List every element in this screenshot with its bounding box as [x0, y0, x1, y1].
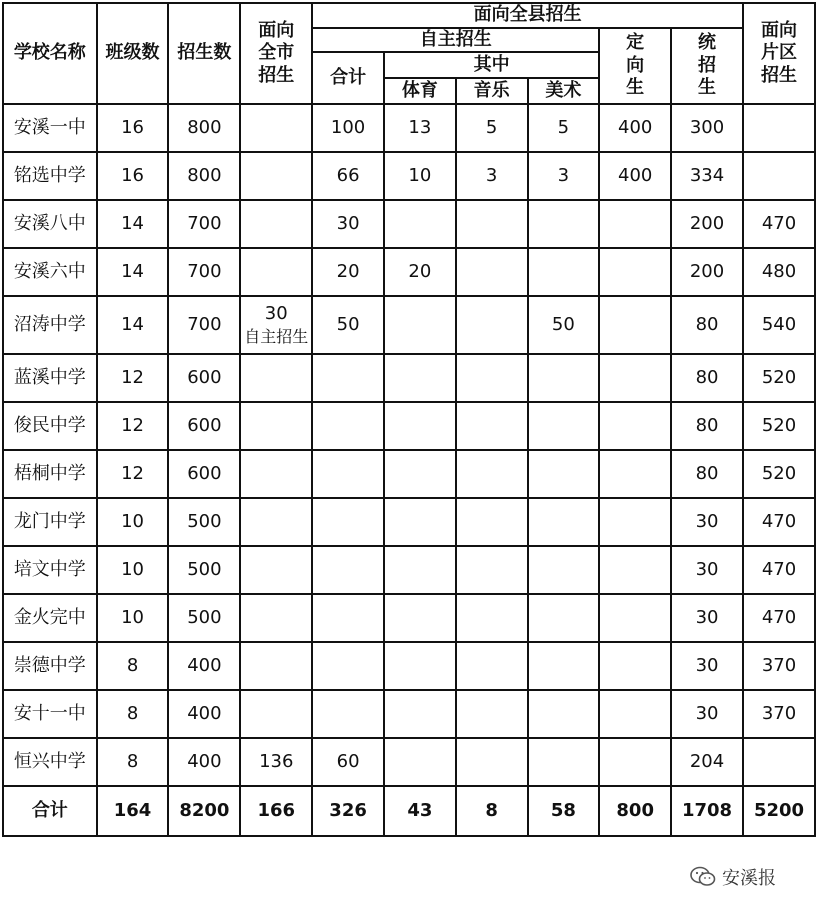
school-name-cell: 沼涛中学	[3, 296, 97, 354]
cell-music	[456, 498, 528, 546]
school-name-cell: 安溪六中	[3, 248, 97, 296]
cell-music	[456, 200, 528, 248]
table-row	[3, 498, 815, 546]
cell-auto-total	[312, 354, 384, 402]
school-name-cell: 俊民中学	[3, 402, 97, 450]
cell-district	[743, 104, 815, 152]
cell-music	[456, 642, 528, 690]
table-row	[3, 200, 815, 248]
cell-district	[743, 738, 815, 786]
cell-classes: 8	[97, 738, 169, 786]
cell-directional	[599, 546, 671, 594]
cell-auto-total	[312, 594, 384, 642]
cell-enroll: 500	[168, 546, 240, 594]
watermark	[690, 864, 776, 890]
cell-enroll: 500	[168, 594, 240, 642]
cell-classes: 16	[97, 152, 169, 200]
cell-enroll: 600	[168, 402, 240, 450]
cell-auto-total	[312, 546, 384, 594]
table-row	[3, 104, 815, 152]
cell-district: 520	[743, 450, 815, 498]
table-row	[3, 690, 815, 738]
cell-district: 520	[743, 402, 815, 450]
cell-art	[528, 690, 600, 738]
header-city-wide: 面向 全市 招生	[240, 3, 312, 104]
cell-city	[240, 450, 312, 498]
table-row	[3, 738, 815, 786]
school-name-cell: 安溪八中	[3, 200, 97, 248]
table-row	[3, 642, 815, 690]
cell-city	[240, 296, 312, 354]
cell-city	[240, 738, 312, 786]
header-sports: 体育	[384, 78, 456, 104]
table-row	[3, 248, 815, 296]
cell-directional	[599, 248, 671, 296]
table-row	[3, 152, 815, 200]
totals-row	[3, 786, 815, 836]
wechat-icon	[690, 866, 716, 888]
cell-unified: 200	[671, 200, 743, 248]
total-city: 166	[240, 786, 312, 836]
table-row	[3, 296, 815, 354]
cell-art	[528, 248, 600, 296]
city-value: 136	[259, 750, 294, 772]
cell-classes: 8	[97, 690, 169, 738]
cell-directional	[599, 690, 671, 738]
cell-sports	[384, 354, 456, 402]
table-row	[3, 450, 815, 498]
city-value: 30	[264, 302, 288, 324]
cell-sports	[384, 594, 456, 642]
cell-classes: 8	[97, 642, 169, 690]
cell-sports	[384, 642, 456, 690]
school-name-cell: 崇德中学	[3, 642, 97, 690]
cell-classes: 16	[97, 104, 169, 152]
cell-art	[528, 642, 600, 690]
cell-music: 5	[456, 104, 528, 152]
cell-classes: 12	[97, 402, 169, 450]
cell-unified: 30	[671, 498, 743, 546]
cell-directional	[599, 738, 671, 786]
cell-city	[240, 200, 312, 248]
cell-unified: 204	[671, 738, 743, 786]
total-directional: 800	[599, 786, 671, 836]
cell-unified: 30	[671, 642, 743, 690]
school-name-cell: 铭选中学	[3, 152, 97, 200]
cell-unified: 30	[671, 594, 743, 642]
cell-enroll: 800	[168, 152, 240, 200]
cell-music	[456, 450, 528, 498]
cell-unified: 80	[671, 402, 743, 450]
school-name-cell: 梧桐中学	[3, 450, 97, 498]
cell-music	[456, 594, 528, 642]
cell-city	[240, 354, 312, 402]
cell-city	[240, 642, 312, 690]
total-enroll: 8200	[168, 786, 240, 836]
cell-district: 470	[743, 546, 815, 594]
header-art: 美术	[528, 78, 600, 104]
cell-music	[456, 690, 528, 738]
cell-music	[456, 402, 528, 450]
table-row	[3, 546, 815, 594]
total-district: 5200	[743, 786, 815, 836]
cell-enroll: 800	[168, 104, 240, 152]
cell-directional	[599, 642, 671, 690]
school-name-cell: 龙门中学	[3, 498, 97, 546]
cell-directional	[599, 450, 671, 498]
cell-enroll: 700	[168, 200, 240, 248]
cell-sports	[384, 690, 456, 738]
cell-classes: 14	[97, 200, 169, 248]
cell-auto-total	[312, 642, 384, 690]
cell-art	[528, 738, 600, 786]
header-school-name: 学校名称	[3, 3, 97, 104]
cell-art	[528, 200, 600, 248]
cell-unified: 300	[671, 104, 743, 152]
cell-unified: 200	[671, 248, 743, 296]
cell-enroll: 600	[168, 354, 240, 402]
cell-sports	[384, 546, 456, 594]
cell-classes: 10	[97, 594, 169, 642]
cell-district: 540	[743, 296, 815, 354]
cell-auto-total: 20	[312, 248, 384, 296]
header-among: 其中	[384, 52, 599, 78]
cell-art	[528, 594, 600, 642]
header-district: 面向 片区 招生	[743, 3, 815, 104]
cell-enroll: 600	[168, 450, 240, 498]
cell-art: 5	[528, 104, 600, 152]
cell-city	[240, 546, 312, 594]
cell-directional	[599, 498, 671, 546]
school-name-cell: 恒兴中学	[3, 738, 97, 786]
cell-classes: 12	[97, 354, 169, 402]
cell-enroll: 700	[168, 248, 240, 296]
cell-sports: 20	[384, 248, 456, 296]
cell-city	[240, 594, 312, 642]
cell-district: 480	[743, 248, 815, 296]
cell-auto-total: 66	[312, 152, 384, 200]
cell-enroll: 500	[168, 498, 240, 546]
total-unified: 1708	[671, 786, 743, 836]
table-row	[3, 402, 815, 450]
cell-art	[528, 354, 600, 402]
total-music: 8	[456, 786, 528, 836]
school-name-cell: 安十一中	[3, 690, 97, 738]
cell-sports	[384, 498, 456, 546]
table-body	[3, 104, 815, 836]
cell-auto-total: 100	[312, 104, 384, 152]
cell-district: 520	[743, 354, 815, 402]
total-art: 58	[528, 786, 600, 836]
cell-district: 370	[743, 642, 815, 690]
header-music: 音乐	[456, 78, 528, 104]
cell-city	[240, 402, 312, 450]
cell-directional	[599, 200, 671, 248]
cell-auto-total: 60	[312, 738, 384, 786]
school-name-cell: 金火完中	[3, 594, 97, 642]
cell-classes: 14	[97, 248, 169, 296]
header-autonomous: 自主招生	[312, 28, 599, 53]
cell-enroll: 400	[168, 690, 240, 738]
cell-sports: 10	[384, 152, 456, 200]
cell-district: 470	[743, 498, 815, 546]
school-name-cell: 安溪一中	[3, 104, 97, 152]
cell-directional	[599, 402, 671, 450]
cell-enroll: 400	[168, 642, 240, 690]
cell-music: 3	[456, 152, 528, 200]
cell-city	[240, 104, 312, 152]
cell-sports	[384, 402, 456, 450]
cell-auto-total	[312, 690, 384, 738]
table-row	[3, 354, 815, 402]
cell-district	[743, 152, 815, 200]
cell-city	[240, 498, 312, 546]
cell-classes: 14	[97, 296, 169, 354]
cell-unified: 30	[671, 690, 743, 738]
enrollment-table	[2, 2, 816, 837]
cell-music	[456, 354, 528, 402]
cell-unified: 30	[671, 546, 743, 594]
cell-directional	[599, 354, 671, 402]
header-auto-total: 合计	[312, 52, 384, 104]
table-row	[3, 594, 815, 642]
cell-enroll: 400	[168, 738, 240, 786]
cell-enroll: 700	[168, 296, 240, 354]
cell-directional: 400	[599, 152, 671, 200]
header-class-count: 班级数	[97, 3, 169, 104]
cell-auto-total	[312, 450, 384, 498]
cell-sports	[384, 296, 456, 354]
cell-unified: 334	[671, 152, 743, 200]
school-name-cell: 蓝溪中学	[3, 354, 97, 402]
total-sports: 43	[384, 786, 456, 836]
cell-art	[528, 402, 600, 450]
header-unified: 统 招 生	[671, 28, 743, 105]
cell-district: 470	[743, 200, 815, 248]
cell-directional	[599, 594, 671, 642]
cell-music	[456, 546, 528, 594]
cell-city	[240, 248, 312, 296]
city-note: 自主招生	[244, 327, 309, 347]
cell-city	[240, 690, 312, 738]
cell-sports: 13	[384, 104, 456, 152]
header-county-wide: 面向全县招生	[312, 3, 743, 28]
cell-music	[456, 296, 528, 354]
cell-art: 50	[528, 296, 600, 354]
school-name-cell: 培文中学	[3, 546, 97, 594]
cell-art	[528, 498, 600, 546]
cell-district: 370	[743, 690, 815, 738]
cell-directional: 400	[599, 104, 671, 152]
cell-music	[456, 738, 528, 786]
cell-unified: 80	[671, 296, 743, 354]
cell-city	[240, 152, 312, 200]
cell-auto-total	[312, 498, 384, 546]
header-directional: 定 向 生	[599, 28, 671, 105]
cell-classes: 10	[97, 546, 169, 594]
cell-art: 3	[528, 152, 600, 200]
cell-art	[528, 546, 600, 594]
total-name: 合计	[3, 786, 97, 836]
cell-classes: 12	[97, 450, 169, 498]
cell-music	[456, 248, 528, 296]
cell-auto-total: 30	[312, 200, 384, 248]
cell-sports	[384, 200, 456, 248]
cell-unified: 80	[671, 354, 743, 402]
cell-art	[528, 450, 600, 498]
cell-directional	[599, 296, 671, 354]
cell-classes: 10	[97, 498, 169, 546]
cell-unified: 80	[671, 450, 743, 498]
cell-auto-total: 50	[312, 296, 384, 354]
cell-district: 470	[743, 594, 815, 642]
watermark-text: 安溪报	[722, 868, 776, 889]
total-auto-total: 326	[312, 786, 384, 836]
header-enroll-count: 招生数	[168, 3, 240, 104]
cell-sports	[384, 450, 456, 498]
cell-sports	[384, 738, 456, 786]
total-classes: 164	[97, 786, 169, 836]
cell-auto-total	[312, 402, 384, 450]
